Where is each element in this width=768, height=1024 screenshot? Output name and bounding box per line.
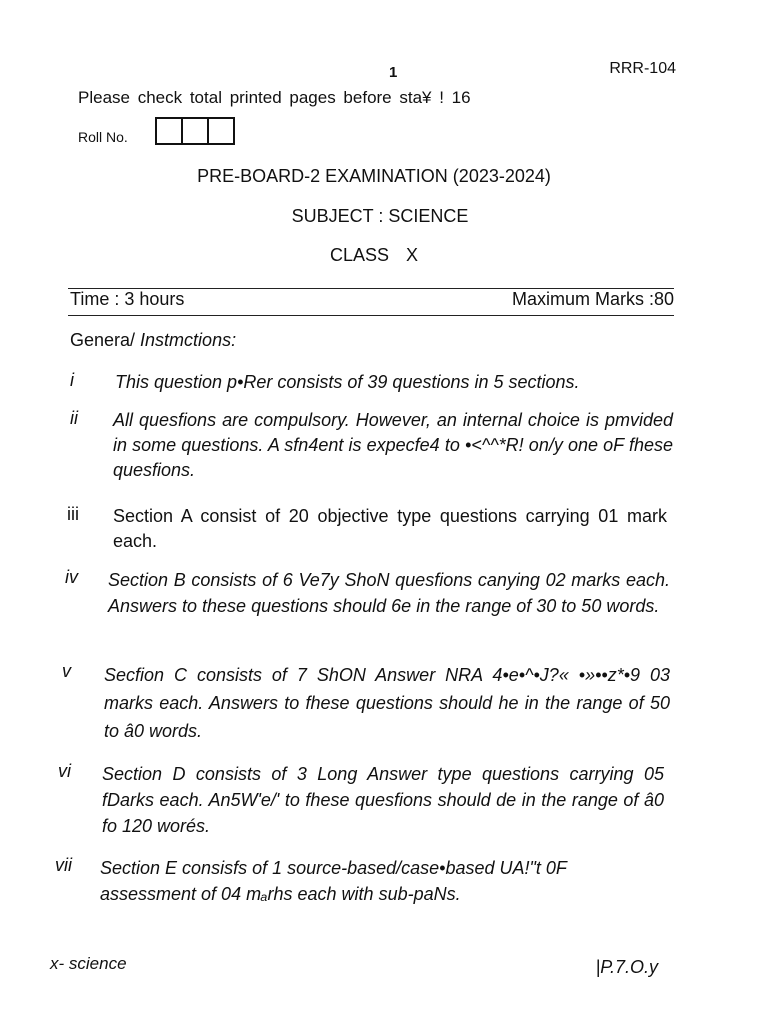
instruction-item <box>0 504 768 558</box>
time-allowed: Time : 3 hours <box>70 289 185 309</box>
instruction-text: Section E consisfs of 1 source-based/case•based UA!"t 0F assessment of 04 mₐrhs each with sub-paNs. <box>100 858 567 904</box>
roll-number-label: Roll No. <box>78 129 128 145</box>
instruction-item <box>0 661 768 743</box>
instruction-text: Secfion C consists of 7 ShON Answer NRA 4•e•^•J?« •»••z*•9 03 marks each. Answers to fhese questions should he in the range of 50 to â0 words. <box>104 665 670 741</box>
instruction-text: Section B consists of 6 Ve7y ShoN quesfions canying 02 marks each. Answers to these questions should 6e in the range of 30 to 50 words. <box>108 570 670 616</box>
roll-number-boxes <box>155 117 233 145</box>
instruction-item <box>0 370 768 400</box>
instruction-item <box>0 761 768 841</box>
instructions-heading-word: Instmctions: <box>140 330 237 350</box>
instruction-number: iv <box>65 567 78 587</box>
footer-pto: |P.7.O.y <box>595 957 658 977</box>
subject-title: SUBJECT : SCIENCE <box>291 206 469 226</box>
instruction-number: vi <box>58 761 71 781</box>
instruction-number: ii <box>70 408 78 428</box>
instruction-number: vii <box>55 855 72 875</box>
instructions-heading-prefix: Genera/ <box>70 330 141 350</box>
instruction-number: v <box>62 661 71 681</box>
instruction-text: Section A consist of 20 objective type questions carrying 01 mark each. <box>113 506 667 551</box>
page-number: 1 <box>389 64 398 81</box>
instruction-text: This question p•Rer consists of 39 questions in 5 sections. <box>115 372 580 392</box>
page-count-note: Please check total printed pages before sta¥ ! 16 <box>78 88 471 107</box>
maximum-marks: Maximum Marks :80 <box>511 289 674 309</box>
instruction-number: iii <box>67 504 79 524</box>
instruction-text: All quesfions are compulsory. However, an internal choice is pmvided in some questions. A sfn4ent is expecfe4 to •<^^*R! on/y one oF fhese quesfions. <box>113 410 673 480</box>
instruction-number: i <box>70 370 74 390</box>
instruction-item <box>0 855 768 911</box>
document-code: RRR-104 <box>609 60 676 77</box>
instructions-heading <box>70 330 236 351</box>
divider-bottom <box>68 315 674 316</box>
instruction-item <box>0 408 768 488</box>
roll-number-box <box>207 117 235 145</box>
exam-title: PRE-BOARD-2 EXAMINATION (2023-2024) <box>197 166 551 186</box>
footer-subject: x- science <box>50 954 127 973</box>
roll-number-box <box>155 117 183 145</box>
class-title: CLASS X <box>329 245 419 265</box>
instruction-text: Section D consists of 3 Long Answer type questions carrying 05 fDarks each. An5W'e/' to fhese quesfions should de in the range of â0 fo 120 worés. <box>102 764 664 836</box>
instruction-item <box>0 567 768 647</box>
roll-number-box <box>181 117 209 145</box>
